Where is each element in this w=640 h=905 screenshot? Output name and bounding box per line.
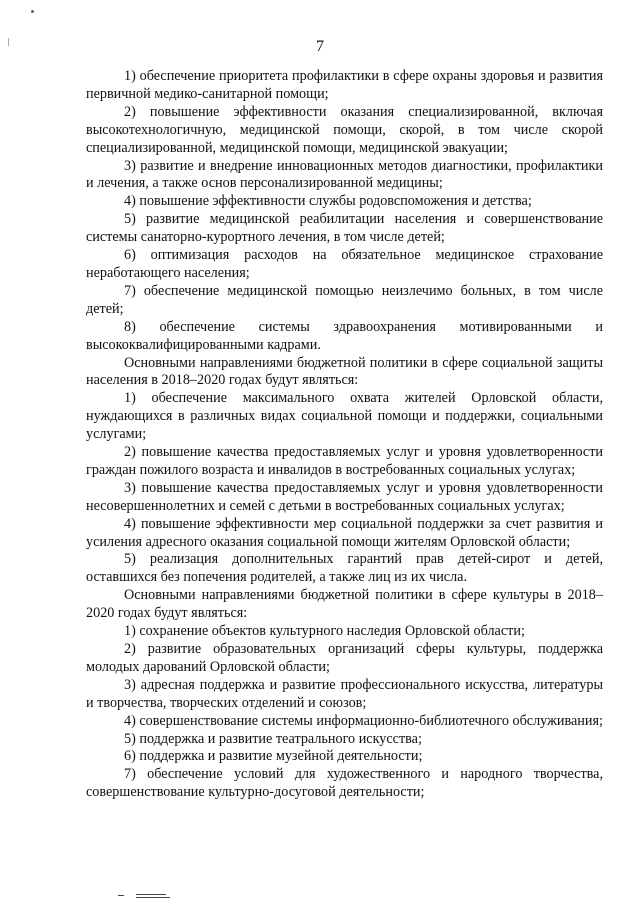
paragraph: 5) поддержка и развитие театрального искусства; <box>124 730 422 747</box>
paragraph: 5) развитие медицинской реабилитации населения и совершенствование системы санаторно-курортного лечения, в том числе детей; <box>86 211 603 246</box>
paragraph: 5) реализация дополнительных гарантий прав детей-сирот и детей, оставшихся без попечения родителей, а также лиц из их числа. <box>86 551 603 586</box>
paragraph: 6) оптимизация расходов на обязательное медицинское страхование неработающего населения; <box>86 247 603 281</box>
scan-speck <box>31 10 34 13</box>
paragraph: 1) обеспечение максимального охвата жителей Орловской области, нуждающихся в различных видах социальной помощи и поддержки, социальными услугами; <box>86 390 603 443</box>
paragraph: 1) сохранение объектов культурного наследия Орловской области; <box>124 623 525 640</box>
footer-scan-marks <box>118 893 198 899</box>
paragraph: 3) развитие и внедрение инновационных методов диагностики, профилактики и лечения, а также основ персонализированной медицины; <box>86 157 603 192</box>
paragraph: 3) повышение качества предоставляемых услуг и уровня удовлетворенности несовершеннолетних и семей с детьми в востребованных социальных услугах; <box>86 479 603 514</box>
paragraph: 4) совершенствование системы информационно-библиотечного обслуживания; <box>124 712 603 729</box>
paragraph: 3) адресная поддержка и развитие профессионального искусства, литературы и творчества, творческих отделений и союзов; <box>86 676 603 711</box>
paragraph: 2) повышение эффективности оказания специализированной, включая высокотехнологичную, медицинской помощи, скорой, в том числе скорой специализированной, медицинской помощи, медицинской эвакуации; <box>86 103 603 156</box>
page-number: 7 <box>316 38 324 55</box>
paragraph: 2) повышение качества предоставляемых услуг и уровня удовлетворенности граждан пожилого возраста и инвалидов в востребованных социальных услугах; <box>86 444 603 478</box>
paragraph: 7) обеспечение медицинской помощью неизлечимо больных, в том числе детей; <box>86 282 603 317</box>
paragraph: 2) развитие образовательных организаций сферы культуры, поддержка молодых дарований Орловской области; <box>86 641 603 675</box>
paragraph: Основными направлениями бюджетной политики в сфере культуры в 2018–2020 годах будут являться: <box>86 587 603 622</box>
paragraph: 7) обеспечение условий для художественного и народного творчества, совершенствование культурно-досуговой деятельности; <box>86 766 603 801</box>
paragraph: Основными направлениями бюджетной политики в сфере социальной защиты населения в 2018–2020 годах будут являться: <box>86 354 603 389</box>
paragraph: 1) обеспечение приоритета профилактики в сфере охраны здоровья и развития первичной медико-санитарной помощи; <box>86 68 603 102</box>
document-body <box>86 68 603 802</box>
paragraph: 8) обеспечение системы здравоохранения мотивированными и высококвалифицированными кадрами. <box>86 318 603 353</box>
paragraph: 6) поддержка и развитие музейной деятельности; <box>124 748 423 765</box>
paragraph: 4) повышение эффективности службы родовспоможения и детства; <box>124 193 532 210</box>
paragraph: 4) повышение эффективности мер социальной поддержки за счет развития и усиления адресного оказания социальной помощи жителям Орловской области; <box>86 515 603 550</box>
